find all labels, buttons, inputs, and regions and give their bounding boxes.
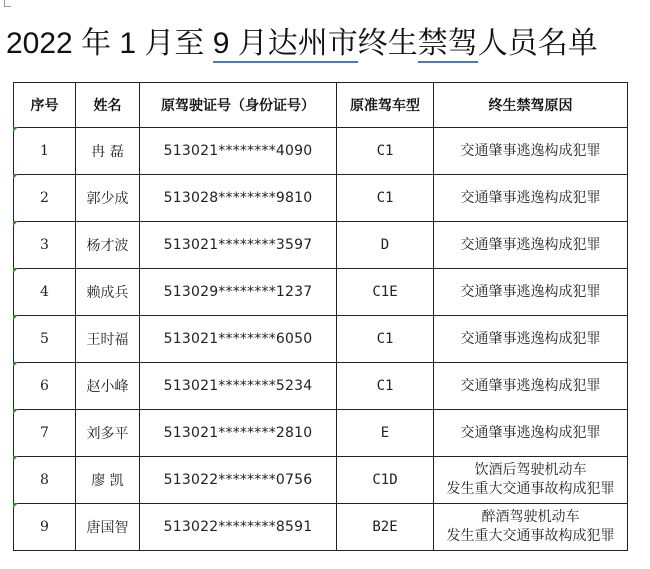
cell-serial-text: 9 (40, 519, 49, 535)
cell-corner-mark (13, 456, 18, 461)
cell-vehicle-class-text: C1 (376, 190, 394, 206)
cell-ban-reason (434, 316, 628, 363)
cell-license-id (140, 269, 337, 316)
cell-vehicle-class (337, 128, 434, 175)
cell-license-id-text: 513021********6050 (163, 331, 313, 347)
cell-vehicle-class (337, 222, 434, 269)
corner-mark (4, 0, 11, 7)
cell-ban-reason (434, 410, 628, 457)
cell-serial (14, 457, 76, 504)
header-ban-reason: 终生禁驾原因 (434, 83, 628, 128)
title-middle: 终生 (357, 27, 418, 60)
cell-ban-reason (434, 504, 628, 551)
header-name: 姓名 (76, 83, 140, 128)
cell-serial-text: 3 (40, 237, 49, 253)
cell-corner-mark (13, 315, 18, 320)
ban-reason-line: 交通肇事逃逸构成犯罪 (460, 377, 601, 394)
cell-vehicle-class-text: B2E (372, 519, 398, 535)
cell-license-id (140, 175, 337, 222)
cell-license-id-text: 513029********1237 (163, 284, 313, 300)
ban-reason-line: 交通肇事逃逸构成犯罪 (460, 424, 601, 441)
cell-license-id-text: 513021********3597 (163, 237, 313, 253)
cell-vehicle-class (337, 363, 434, 410)
cell-serial (14, 363, 76, 410)
title-prefix: 2022 年 1 月至 (6, 27, 213, 60)
cell-name-text: 赵小峰 (86, 379, 129, 395)
cell-name-text: 唐国智 (86, 520, 129, 536)
cell-name-text: 杨才波 (86, 238, 129, 254)
cell-license-id-text: 513021********4090 (163, 143, 313, 159)
cell-serial-text: 5 (40, 331, 49, 347)
ban-reason-line: 醉酒驾驶机动车 (481, 509, 580, 525)
cell-license-id-text: 513021********5234 (163, 378, 313, 394)
cell-name (76, 269, 140, 316)
cell-name-text: 刘多平 (86, 426, 129, 442)
cell-corner-mark (13, 409, 18, 414)
table-row (14, 363, 628, 410)
ban-reason-line: 发生重大交通事故构成犯罪 (446, 528, 615, 544)
cell-name (76, 128, 140, 175)
cell-ban-reason (434, 363, 628, 410)
cell-serial-text: 8 (40, 472, 49, 488)
ban-reason-line: 交通肇事逃逸构成犯罪 (460, 236, 601, 253)
title-underlined-segment-2: 禁驾 (418, 27, 478, 63)
title-suffix: 人员名单 (477, 27, 598, 60)
header-license-id: 原驾驶证号（身份证号） (140, 83, 337, 128)
cell-corner-mark (13, 503, 18, 508)
cell-serial (14, 222, 76, 269)
cell-license-id (140, 504, 337, 551)
ban-reason-line: 交通肇事逃逸构成犯罪 (460, 189, 601, 206)
cell-serial-text: 1 (40, 143, 49, 159)
cell-corner-mark (13, 221, 18, 226)
cell-vehicle-class-text: C1D (372, 472, 398, 488)
cell-vehicle-class (337, 504, 434, 551)
cell-name (76, 363, 140, 410)
cell-license-id (140, 222, 337, 269)
cell-name (76, 410, 140, 457)
cell-corner-mark (13, 174, 18, 179)
cell-serial-text: 6 (40, 378, 49, 394)
cell-name (76, 504, 140, 551)
ban-reason-line: 饮酒后驾驶机动车 (474, 462, 587, 478)
cell-name-text: 赖成兵 (86, 285, 129, 301)
cell-license-id (140, 410, 337, 457)
header-serial: 序号 (14, 83, 76, 128)
table-row (14, 316, 628, 363)
cell-ban-reason (434, 457, 628, 504)
cell-corner-mark (13, 268, 18, 273)
table-row (14, 175, 628, 222)
table-row (14, 504, 628, 551)
cell-ban-reason (434, 269, 628, 316)
cell-name (76, 457, 140, 504)
cell-serial (14, 269, 76, 316)
cell-ban-reason (434, 175, 628, 222)
cell-ban-reason (434, 128, 628, 175)
cell-name (76, 222, 140, 269)
cell-name (76, 316, 140, 363)
cell-name-text: 冉 磊 (91, 144, 124, 160)
table-row (14, 410, 628, 457)
header-vehicle-class: 原准驾车型 (337, 83, 434, 128)
cell-name-text: 廖 凯 (91, 473, 124, 489)
cell-vehicle-class-text: C1 (376, 143, 394, 159)
table-row (14, 457, 628, 504)
table-row (14, 128, 628, 175)
cell-vehicle-class (337, 410, 434, 457)
ban-reason-line: 交通肇事逃逸构成犯罪 (460, 142, 601, 159)
cell-vehicle-class (337, 316, 434, 363)
cell-license-id (140, 316, 337, 363)
cell-vehicle-class (337, 269, 434, 316)
title-underlined-segment: 9 月达州市 (213, 27, 358, 63)
cell-serial-text: 2 (40, 190, 49, 206)
cell-license-id (140, 363, 337, 410)
table-row (14, 222, 628, 269)
ban-reason-line: 发生重大交通事故构成犯罪 (446, 481, 615, 497)
ban-reason-line: 交通肇事逃逸构成犯罪 (460, 330, 601, 347)
cell-license-id-text: 513022********0756 (163, 472, 313, 488)
cell-license-id (140, 457, 337, 504)
cell-vehicle-class-text: C1 (376, 378, 394, 394)
cell-license-id-text: 513028********9810 (163, 190, 313, 206)
cell-vehicle-class-text: E (380, 425, 390, 441)
ban-list-table (13, 82, 628, 551)
cell-serial-text: 4 (40, 284, 49, 300)
cell-vehicle-class (337, 457, 434, 504)
cell-license-id (140, 128, 337, 175)
ban-reason-line: 交通肇事逃逸构成犯罪 (460, 283, 601, 300)
cell-name-text: 王时福 (86, 332, 129, 348)
cell-serial (14, 316, 76, 363)
document-title (6, 22, 650, 66)
cell-ban-reason (434, 222, 628, 269)
cell-corner-mark (13, 127, 18, 132)
cell-vehicle-class-text: D (380, 237, 390, 253)
table-row (14, 269, 628, 316)
cell-serial (14, 410, 76, 457)
cell-serial (14, 504, 76, 551)
cell-corner-mark (13, 362, 18, 367)
cell-serial-text: 7 (40, 425, 49, 441)
cell-serial (14, 128, 76, 175)
cell-name-text: 郭少成 (86, 191, 129, 207)
cell-serial (14, 175, 76, 222)
cell-license-id-text: 513021********2810 (163, 425, 313, 441)
cell-license-id-text: 513022********8591 (163, 519, 313, 535)
cell-vehicle-class-text: C1E (372, 284, 398, 300)
cell-vehicle-class-text: C1 (376, 331, 394, 347)
cell-name (76, 175, 140, 222)
table-header-row (14, 83, 628, 128)
cell-vehicle-class (337, 175, 434, 222)
